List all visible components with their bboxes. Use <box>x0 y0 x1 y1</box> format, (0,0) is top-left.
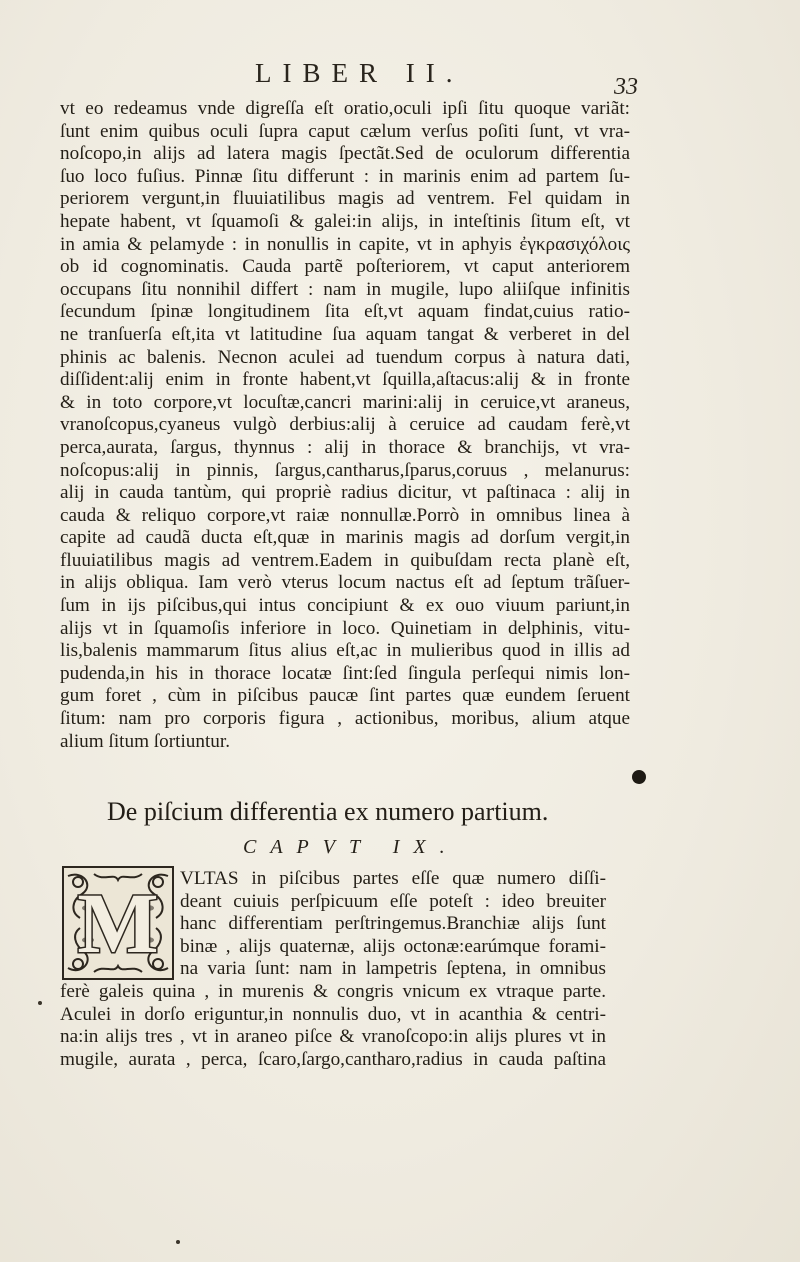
text-line: hepate habent, vt ſquamoſi & galei:in alijs, in inteſtinis ſitum eſt, vt <box>60 210 630 232</box>
body-text <box>60 98 630 753</box>
text-line: phinis ac balenis. Necnon aculei ad tuendum corpus à natura dati, <box>60 346 630 368</box>
chapter-heading: De piſcium differentia ex numero partium. <box>107 797 549 826</box>
chapter-label: CAPVT IX. <box>243 836 459 858</box>
running-head: LIBER II. <box>255 58 464 88</box>
text-line: vranoſcopus,cyaneus vulgò derbius:alij à ceruice ad caudam ferè,vt <box>60 414 630 436</box>
decorated-initial <box>62 866 174 980</box>
text-line: lis,balenis mammarum ſitus alius eſt,ac in mulieribus quod in illis ad <box>60 640 630 662</box>
text-line: alijs vt in ſquamoſis inferiore in loco. Quinetiam in delphinis, vitu- <box>60 617 630 639</box>
text-line: Aculei in dorſo eriguntur,in nonnulis duo, vt in acanthia & centri- <box>60 1003 606 1025</box>
text-line: ne tranſuerſa eſt,ita vt latitudine ſua aquam tangat & verberet in del <box>60 323 630 345</box>
text-line: noſcopo,in alijs ad latera magis ſpectãt.Sed de oculorum differentia <box>60 143 630 165</box>
text-line: alium ſitum ſortiuntur. <box>60 730 231 752</box>
decorated-initial-letter-ornament <box>64 868 172 978</box>
page-number: 33 <box>614 74 638 100</box>
text-line: occupans ſitu nonnihil differt : nam in mugile, lupo aliiſque infinitis <box>60 278 630 300</box>
ink-blot <box>632 770 646 784</box>
initial-letter: M <box>77 875 159 971</box>
text-line: mugile, aurata , perca, ſcaro,ſargo,cantharo,radius in cauda paſtina <box>60 1048 606 1070</box>
text-line: in amia & pelamyde : in nonullis in capite, vt in aphyis ἐγκρασιχόλοις <box>60 233 630 255</box>
text-line: perca,aurata, ſargus, thynnus : alij in thorace & branchijs, vt vra- <box>60 436 630 458</box>
text-line: ſunt enim quibus oculi ſupra caput cælum verſus poſiti ſunt, vt vra- <box>60 120 630 142</box>
text-line: ob id cognominatis. Cauda partẽ poſteriorem, vt caput anteriorem <box>60 256 630 278</box>
text-line: periorem vergunt,in fluuiatilibus magis ad ventrem. Fel quidam in <box>60 188 630 210</box>
text-line: ſecundum ſpinæ longitudinem ſita eſt,vt aquam findat,cuius ratio- <box>60 301 630 323</box>
text-line: gum foret , cùm in piſcibus paucæ ſint partes quæ eundem ſeruent <box>60 685 630 707</box>
text-line: VLTAS in piſcibus partes eſſe quæ numero diſſi- <box>180 868 606 889</box>
text-line: deant cuiuis perſpicuum eſſe poteſt : ideo breuiter <box>180 890 606 912</box>
text-line: na varia ſunt: nam in lampetris ſeptena, in omnibus <box>180 958 606 980</box>
text-line: hanc differentiam perſtringemus.Branchiæ alijs ſunt <box>180 913 606 935</box>
text-line: binæ , alijs quaternæ, alijs octonæ:earúmque forami- <box>180 935 606 957</box>
text-line: fluuiatilibus magis ad ventrem.Eadem in quibuſdam recta planè eſt, <box>60 549 630 571</box>
text-line: ſitum: nam pro corporis figura , actionibus, moribus, alium atque <box>60 708 630 730</box>
ink-speck <box>176 1240 180 1244</box>
chapter-text-indented <box>180 868 606 981</box>
text-line: diſſident:alij enim in fronte habent,vt ſquilla,aſtacus:alij & in fronte <box>60 369 630 391</box>
text-line: na:in alijs tres , vt in araneo piſce & vranoſcopo:in alijs plures vt in <box>60 1026 606 1048</box>
text-line: ſuo loco fuſius. Pinnæ ſitu differunt : in marinis enim ad partem ſu- <box>60 165 630 187</box>
text-line: ferè galeis quina , in murenis & congris vnicum ex vtraque parte. <box>60 981 606 1002</box>
ink-speck <box>38 1001 42 1005</box>
text-line: alij in cauda tantùm, qui propriè radius dicitur, vt paſtinaca : alij in <box>60 482 630 504</box>
text-line: vt eo redeamus vnde digreſſa eſt oratio,oculi ipſi ſitu quoque variãt: <box>60 98 630 119</box>
text-line: cauda & reliquo corpore,vt raiæ nonnullæ.Porrò in omnibus linea à <box>60 504 630 526</box>
text-line: noſcopus:alij in pinnis, ſargus,cantharus,ſparus,coruus , melanurus: <box>60 459 630 481</box>
text-line: capite ad caudã ducta eſt,quæ in marinis magis ad dorſum vergit,in <box>60 527 630 549</box>
chapter-text <box>60 981 606 1071</box>
text-line: & in toto corpore,vt locuſtæ,cancri marini:alij in ceruice,vt araneus, <box>60 391 630 413</box>
text-line: pudenda,in his in thorace locatæ ſint:ſed ſingula perſequi nimis lon- <box>60 662 630 684</box>
text-line: ſum in ijs piſcibus,qui intus concipiunt & ex ouo viuum pariunt,in <box>60 595 630 617</box>
text-line: in alijs obliqua. Iam verò vterus locum nactus eſt ad ſeptum trãſuer- <box>60 572 630 594</box>
